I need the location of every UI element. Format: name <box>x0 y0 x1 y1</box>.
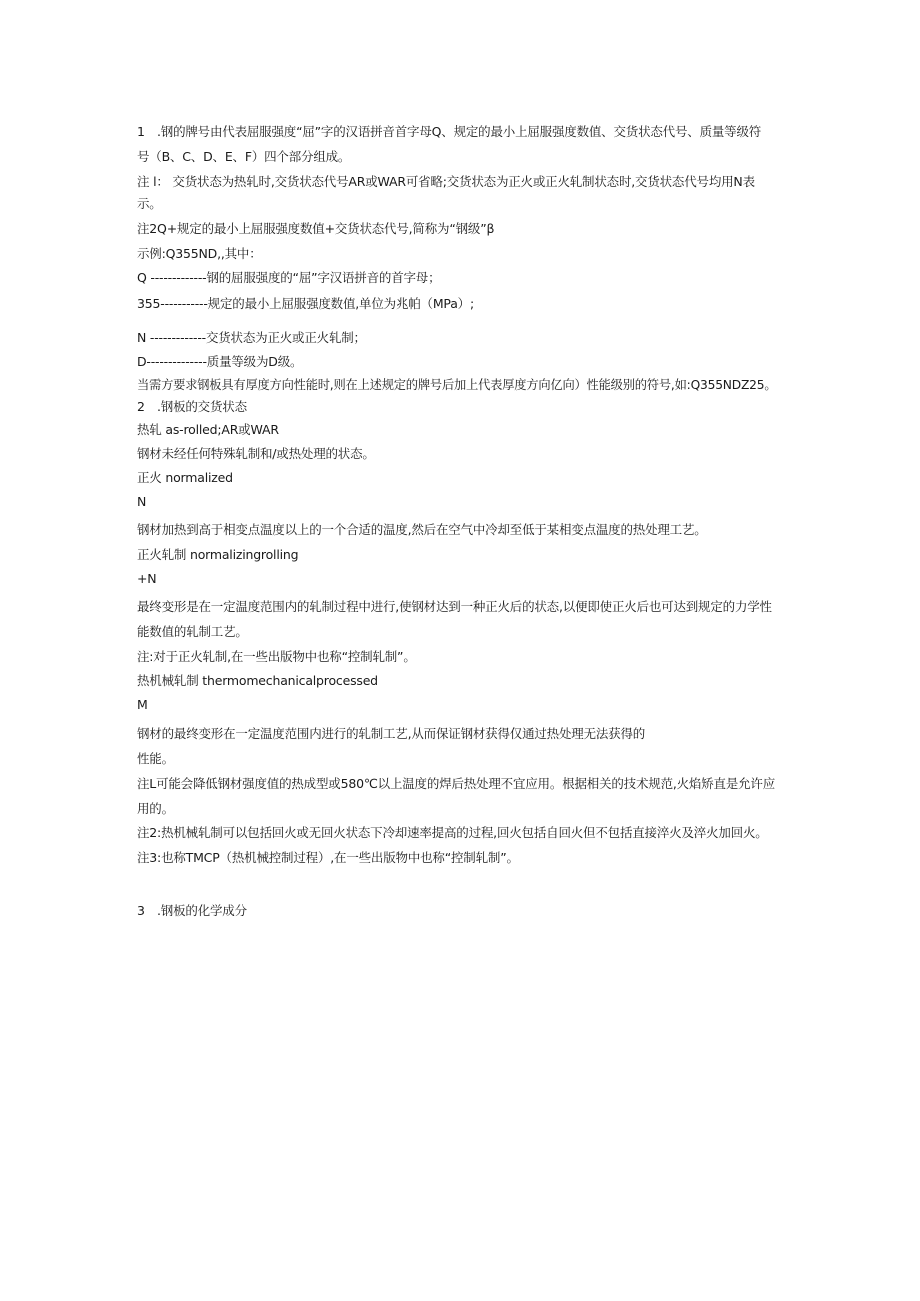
example-heading: 示例:Q355ND,,其中： <box>137 246 262 261</box>
normalizing-rolling-desc-2: 能数值的轧制工艺。 <box>137 624 248 639</box>
note-1-line-2: 示。 <box>137 196 162 211</box>
section-number: 1 <box>137 124 145 139</box>
section-3-title: .钢板的化学成分 <box>157 903 247 918</box>
note-2: 注2Q+规定的最小上屈服强度数值+交货状态代号,简称为“钢级”β <box>137 221 495 236</box>
section-1-line-1 <box>137 124 787 140</box>
thermomechanical-desc-1: 钢材的最终变形在一定温度范围内进行的轧制工艺,从而保证钢材获得仅通过热处理无法获得的 <box>137 726 646 741</box>
normalizing-rolling-term: 正火轧制 normalizingrolling <box>137 547 299 562</box>
normalizing-rolling-note: 注:对于正火轧制,在一些出版物中也称“控制轧制”。 <box>137 649 416 664</box>
section-1-text: .钢的牌号由代表屈服强度“屈”字的汉语拼音首字母Q、规定的最小上屈服强度数值、交货状态代号、质量等级符 <box>157 124 762 139</box>
section-2-heading <box>137 399 787 415</box>
section-number: 3 <box>137 903 145 918</box>
hot-rolled-term: 热轧 as-rolled;AR或WAR <box>137 422 279 437</box>
section-1-line-2: 号（B、C、D、E、F）四个部分组成。 <box>137 149 351 164</box>
thermomechanical-note-2: 注2:热机械轧制可以包括回火或无回火状态下冷却速率提高的过程,回火包括自回火但不包括直接淬火及淬火加回火。 <box>137 825 768 840</box>
thermomechanical-desc-2: 性能。 <box>137 751 174 766</box>
normalized-code: N <box>137 494 147 509</box>
section-number: 2 <box>137 399 145 414</box>
thermomechanical-term: 热机械轧制 thermomechanicalprocessed <box>137 673 378 688</box>
note-1-line-1: 注 l： 交货状态为热轧时,交货状态代号AR或WAR可省略;交货状态为正火或正火轧制状态时,交货状态代号均用N表 <box>137 174 755 189</box>
normalized-desc: 钢材加热到高于相变点温度以上的一个合适的温度,然后在空气中冷却至低于某相变点温度的热处理工艺。 <box>137 522 707 537</box>
normalizing-rolling-code: +N <box>137 571 157 586</box>
z-direction-note: 当需方要求钢板具有厚度方向性能时,则在上述规定的牌号后加上代表厚度方向亿向）性能级别的符号,如:Q355NDZ25。 <box>137 378 777 392</box>
example-d: D--------------质量等级为D级。 <box>137 354 303 369</box>
thermomechanical-note-1-line-1: 注L可能会降低钢材强度值的热成型或580℃以上温度的焊后热处理不宜应用。根据相关的技术规范,火焰矫直是允许应 <box>137 776 776 791</box>
example-355: 355-----------规定的最小上屈服强度数值,单位为兆帕（MPa）; <box>137 296 474 311</box>
section-3-heading <box>137 903 787 919</box>
thermomechanical-note-3: 注3:也称TMCP（热机械控制过程）,在一些出版物中也称“控制轧制”。 <box>137 850 519 865</box>
example-q: Q -------------钢的屈服强度的“屈”字汉语拼音的首字母； <box>137 270 441 285</box>
thermomechanical-note-1-line-2: 用的。 <box>137 801 174 816</box>
example-n: N -------------交货状态为正火或正火轧制； <box>137 330 366 345</box>
section-2-title: .钢板的交货状态 <box>157 399 247 414</box>
normalized-term: 正火 normalized <box>137 470 233 485</box>
hot-rolled-desc: 钢材未经任何特殊轧制和/或热处理的状态。 <box>137 446 375 461</box>
thermomechanical-code: M <box>137 697 148 712</box>
normalizing-rolling-desc-1: 最终变形是在一定温度范围内的轧制过程中进行,使钢材达到一种正火后的状态,以便即使正火后也可达到规定的力学性 <box>137 599 772 614</box>
